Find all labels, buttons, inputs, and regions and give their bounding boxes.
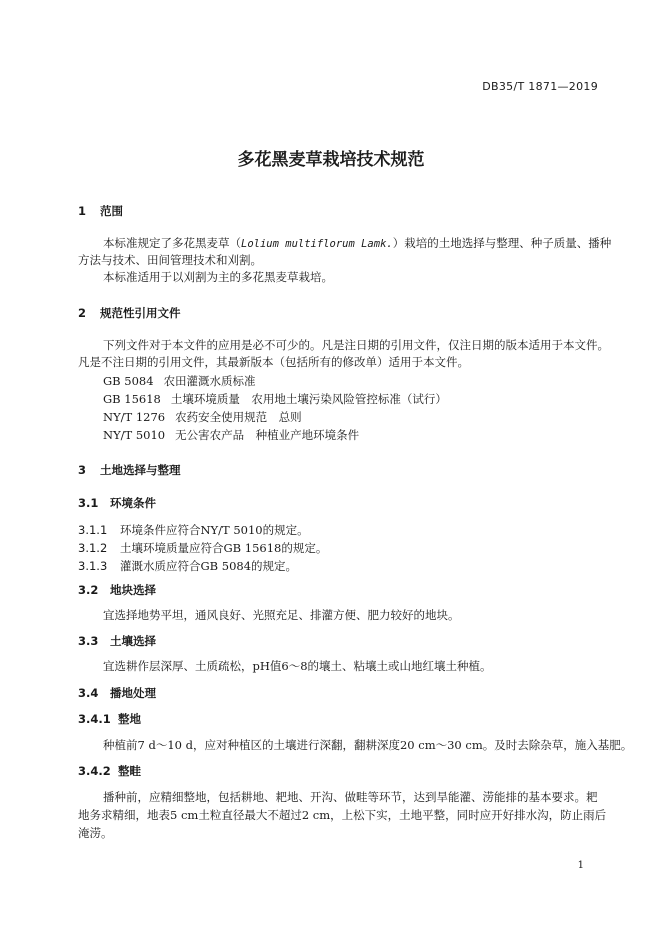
paragraph: 播种前，应精细整地，包括耕地、耙地、开沟、做畦等环节，达到旱能灌、涝能排的基本要求。耙 — [103, 790, 598, 804]
section-number: 3.3 — [78, 634, 99, 648]
reference-title: 农药安全使用规范 总则 — [175, 410, 302, 424]
clause-number: 3.1.2 — [78, 541, 108, 555]
text-run: 本标准规定了多花黑麦草（ — [103, 236, 241, 250]
latin-name: Lolium multiflorum Lamk. — [241, 238, 393, 250]
section-number: 3.2 — [78, 583, 99, 597]
subsection-3-2-heading — [78, 582, 156, 598]
subsection-3-4-heading — [78, 685, 156, 701]
reference-item — [103, 409, 302, 425]
section-2-heading — [78, 305, 181, 321]
subsection-3-4-1-heading — [78, 711, 141, 727]
clause-text: 环境条件应符合NY/T 5010的规定。 — [120, 523, 309, 537]
clause-item — [78, 558, 297, 574]
reference-item — [103, 391, 447, 407]
page-number: 1 — [577, 860, 584, 871]
section-number: 1 — [78, 204, 87, 218]
paragraph — [103, 235, 611, 253]
reference-code: GB 5084 — [103, 374, 154, 388]
reference-title: 无公害农产品 种植业产地环境条件 — [175, 428, 360, 442]
reference-item — [103, 373, 256, 389]
section-1-heading — [78, 203, 123, 219]
subsection-3-1-heading — [78, 495, 156, 511]
subsection-3-4-2-heading — [78, 763, 141, 779]
clause-item — [78, 522, 309, 538]
text-run: ）栽培的土地选择与整理、种子质量、播种 — [392, 236, 612, 250]
section-3-heading — [78, 462, 181, 478]
section-number: 3 — [78, 463, 87, 477]
paragraph-line: 凡是不注日期的引用文件，其最新版本（包括所有的修改单）适用于本文件。 — [78, 355, 469, 369]
section-number: 3.4 — [78, 686, 99, 700]
reference-code: NY/T 1276 — [103, 410, 166, 424]
clause-item — [78, 540, 327, 556]
paragraph: 本标准适用于以刈割为主的多花黑麦草栽培。 — [103, 270, 333, 284]
section-title: 范围 — [100, 204, 123, 218]
reference-item — [103, 427, 359, 443]
section-number: 3.4.2 — [78, 764, 111, 778]
section-number: 3.4.1 — [78, 712, 111, 726]
section-title: 土壤选择 — [110, 634, 156, 648]
section-title: 地块选择 — [110, 583, 156, 597]
paragraph: 种植前7 d～10 d，应对种植区的土壤进行深翻，翻耕深度20 cm～30 cm。及时去除杂草，施入基肥。 — [103, 738, 633, 752]
paragraph: 宜选择地势平坦，通风良好、光照充足、排灌方便、肥力较好的地块。 — [103, 608, 460, 622]
subsection-3-3-heading — [78, 633, 156, 649]
reference-title: 农田灌溉水质标准 — [163, 374, 256, 388]
paragraph: 宜选耕作层深厚、土质疏松，pH值6～8的壤土、粘壤土或山地红壤土种植。 — [103, 659, 492, 673]
clause-text: 灌溉水质应符合GB 5084的规定。 — [120, 559, 298, 573]
section-title: 整畦 — [118, 764, 141, 778]
section-title: 土地选择与整理 — [100, 463, 181, 477]
section-number: 2 — [78, 306, 87, 320]
section-number: 3.1 — [78, 496, 99, 510]
paragraph-line: 地务求精细，地表5 cm土粒直径最大不超过2 cm，上松下实，土地平整，同时应开好排水沟，防止雨后 — [78, 808, 607, 822]
section-title: 环境条件 — [110, 496, 156, 510]
clause-number: 3.1.1 — [78, 523, 108, 537]
document-code: DB35/T 1871—2019 — [482, 80, 598, 93]
clause-number: 3.1.3 — [78, 559, 108, 573]
document-title: 多花黑麦草栽培技术规范 — [237, 150, 425, 170]
reference-title: 土壤环境质量 农用地土壤污染风险管控标准（试行） — [170, 392, 447, 406]
section-title: 播地处理 — [110, 686, 156, 700]
reference-code: GB 15618 — [103, 392, 161, 406]
section-title: 整地 — [118, 712, 141, 726]
reference-code: NY/T 5010 — [103, 428, 166, 442]
paragraph-line: 方法与技术、田间管理技术和刈割。 — [78, 253, 262, 267]
section-title: 规范性引用文件 — [100, 306, 181, 320]
clause-text: 土壤环境质量应符合GB 15618的规定。 — [120, 541, 328, 555]
paragraph-line: 淹涝。 — [78, 826, 113, 840]
paragraph: 下列文件对于本文件的应用是必不可少的。凡是注日期的引用文件，仅注日期的版本适用于本文件。 — [103, 338, 609, 352]
